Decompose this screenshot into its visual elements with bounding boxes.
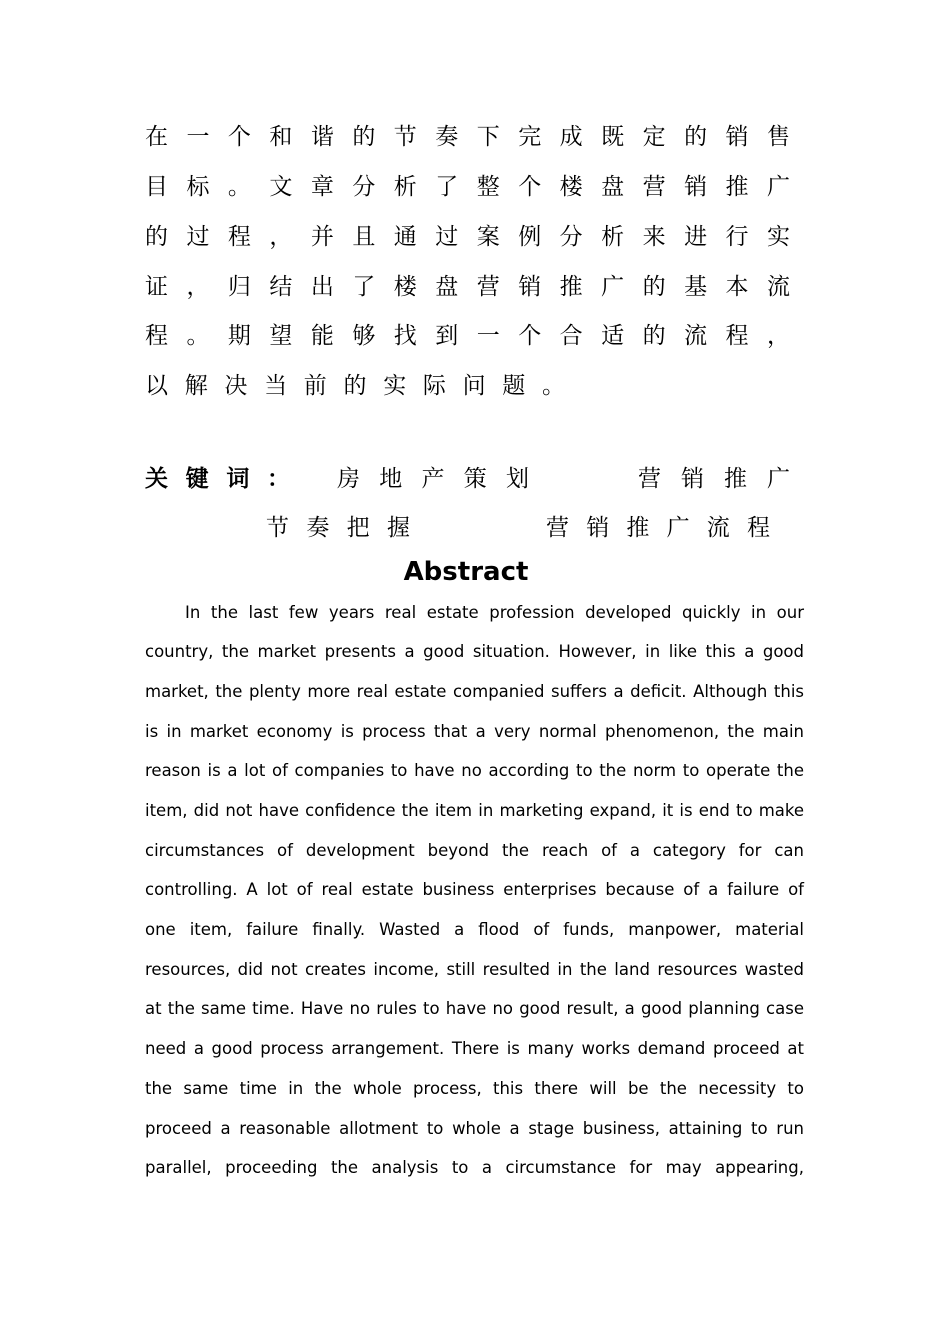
abstract-title: Abstract: [403, 557, 529, 587]
cn-paragraph-line: 以解决当前的实际问题。: [145, 373, 565, 399]
abstract-line: country, the market presents a good situation. However, in like this a good: [145, 642, 804, 661]
abstract-line: at the same time. Have no rules to have no good result, a good planning case: [145, 999, 804, 1018]
abstract-line: circumstances of development beyond the reach of a category for can: [145, 841, 804, 860]
keyword: 营销推广流程: [546, 515, 770, 541]
keyword: 房地产策划: [337, 466, 529, 492]
abstract-line: is in market economy is process that a very normal phenomenon, the main: [145, 722, 804, 741]
abstract-line: reason is a lot of companies to have no according to the norm to operate the: [145, 761, 804, 780]
abstract-line: resources, did not creates income, still resulted in the land resources wasted: [145, 960, 804, 979]
keywords-label: 关键词：: [145, 466, 290, 492]
cn-paragraph-line: 目标。文章分析了整个楼盘营销推广: [145, 174, 790, 200]
abstract-line: need a good process arrangement. There is many works demand proceed at: [145, 1039, 804, 1058]
abstract-line: In the last few years real estate profession developed quickly in our: [185, 603, 804, 622]
cn-paragraph-line: 的过程，并且通过案例分析来进行实: [145, 224, 790, 250]
keyword: 节奏把握: [266, 515, 410, 541]
cn-paragraph-line: 程。期望能够找到一个合适的流程，: [145, 323, 790, 349]
cn-paragraph-line: 在一个和谐的节奏下完成既定的销售: [145, 124, 790, 150]
abstract-line: one item, failure finally. Wasted a flood of funds, manpower, material: [145, 920, 804, 939]
abstract-line: controlling. A lot of real estate business enterprises because of a failure of: [145, 880, 804, 899]
abstract-line: proceed a reasonable allotment to whole a stage business, attaining to run: [145, 1119, 804, 1138]
keyword: 营销推广: [638, 466, 790, 492]
abstract-line: market, the plenty more real estate companied suffers a deficit. Although this: [145, 682, 804, 701]
cn-paragraph-line: 证，归结出了楼盘营销推广的基本流: [145, 274, 790, 300]
abstract-line: item, did not have confidence the item in marketing expand, it is end to make: [145, 801, 804, 820]
abstract-line: the same time in the whole process, this there will be the necessity to: [145, 1079, 804, 1098]
abstract-line: parallel, proceeding the analysis to a circumstance for may appearing,: [145, 1158, 804, 1177]
